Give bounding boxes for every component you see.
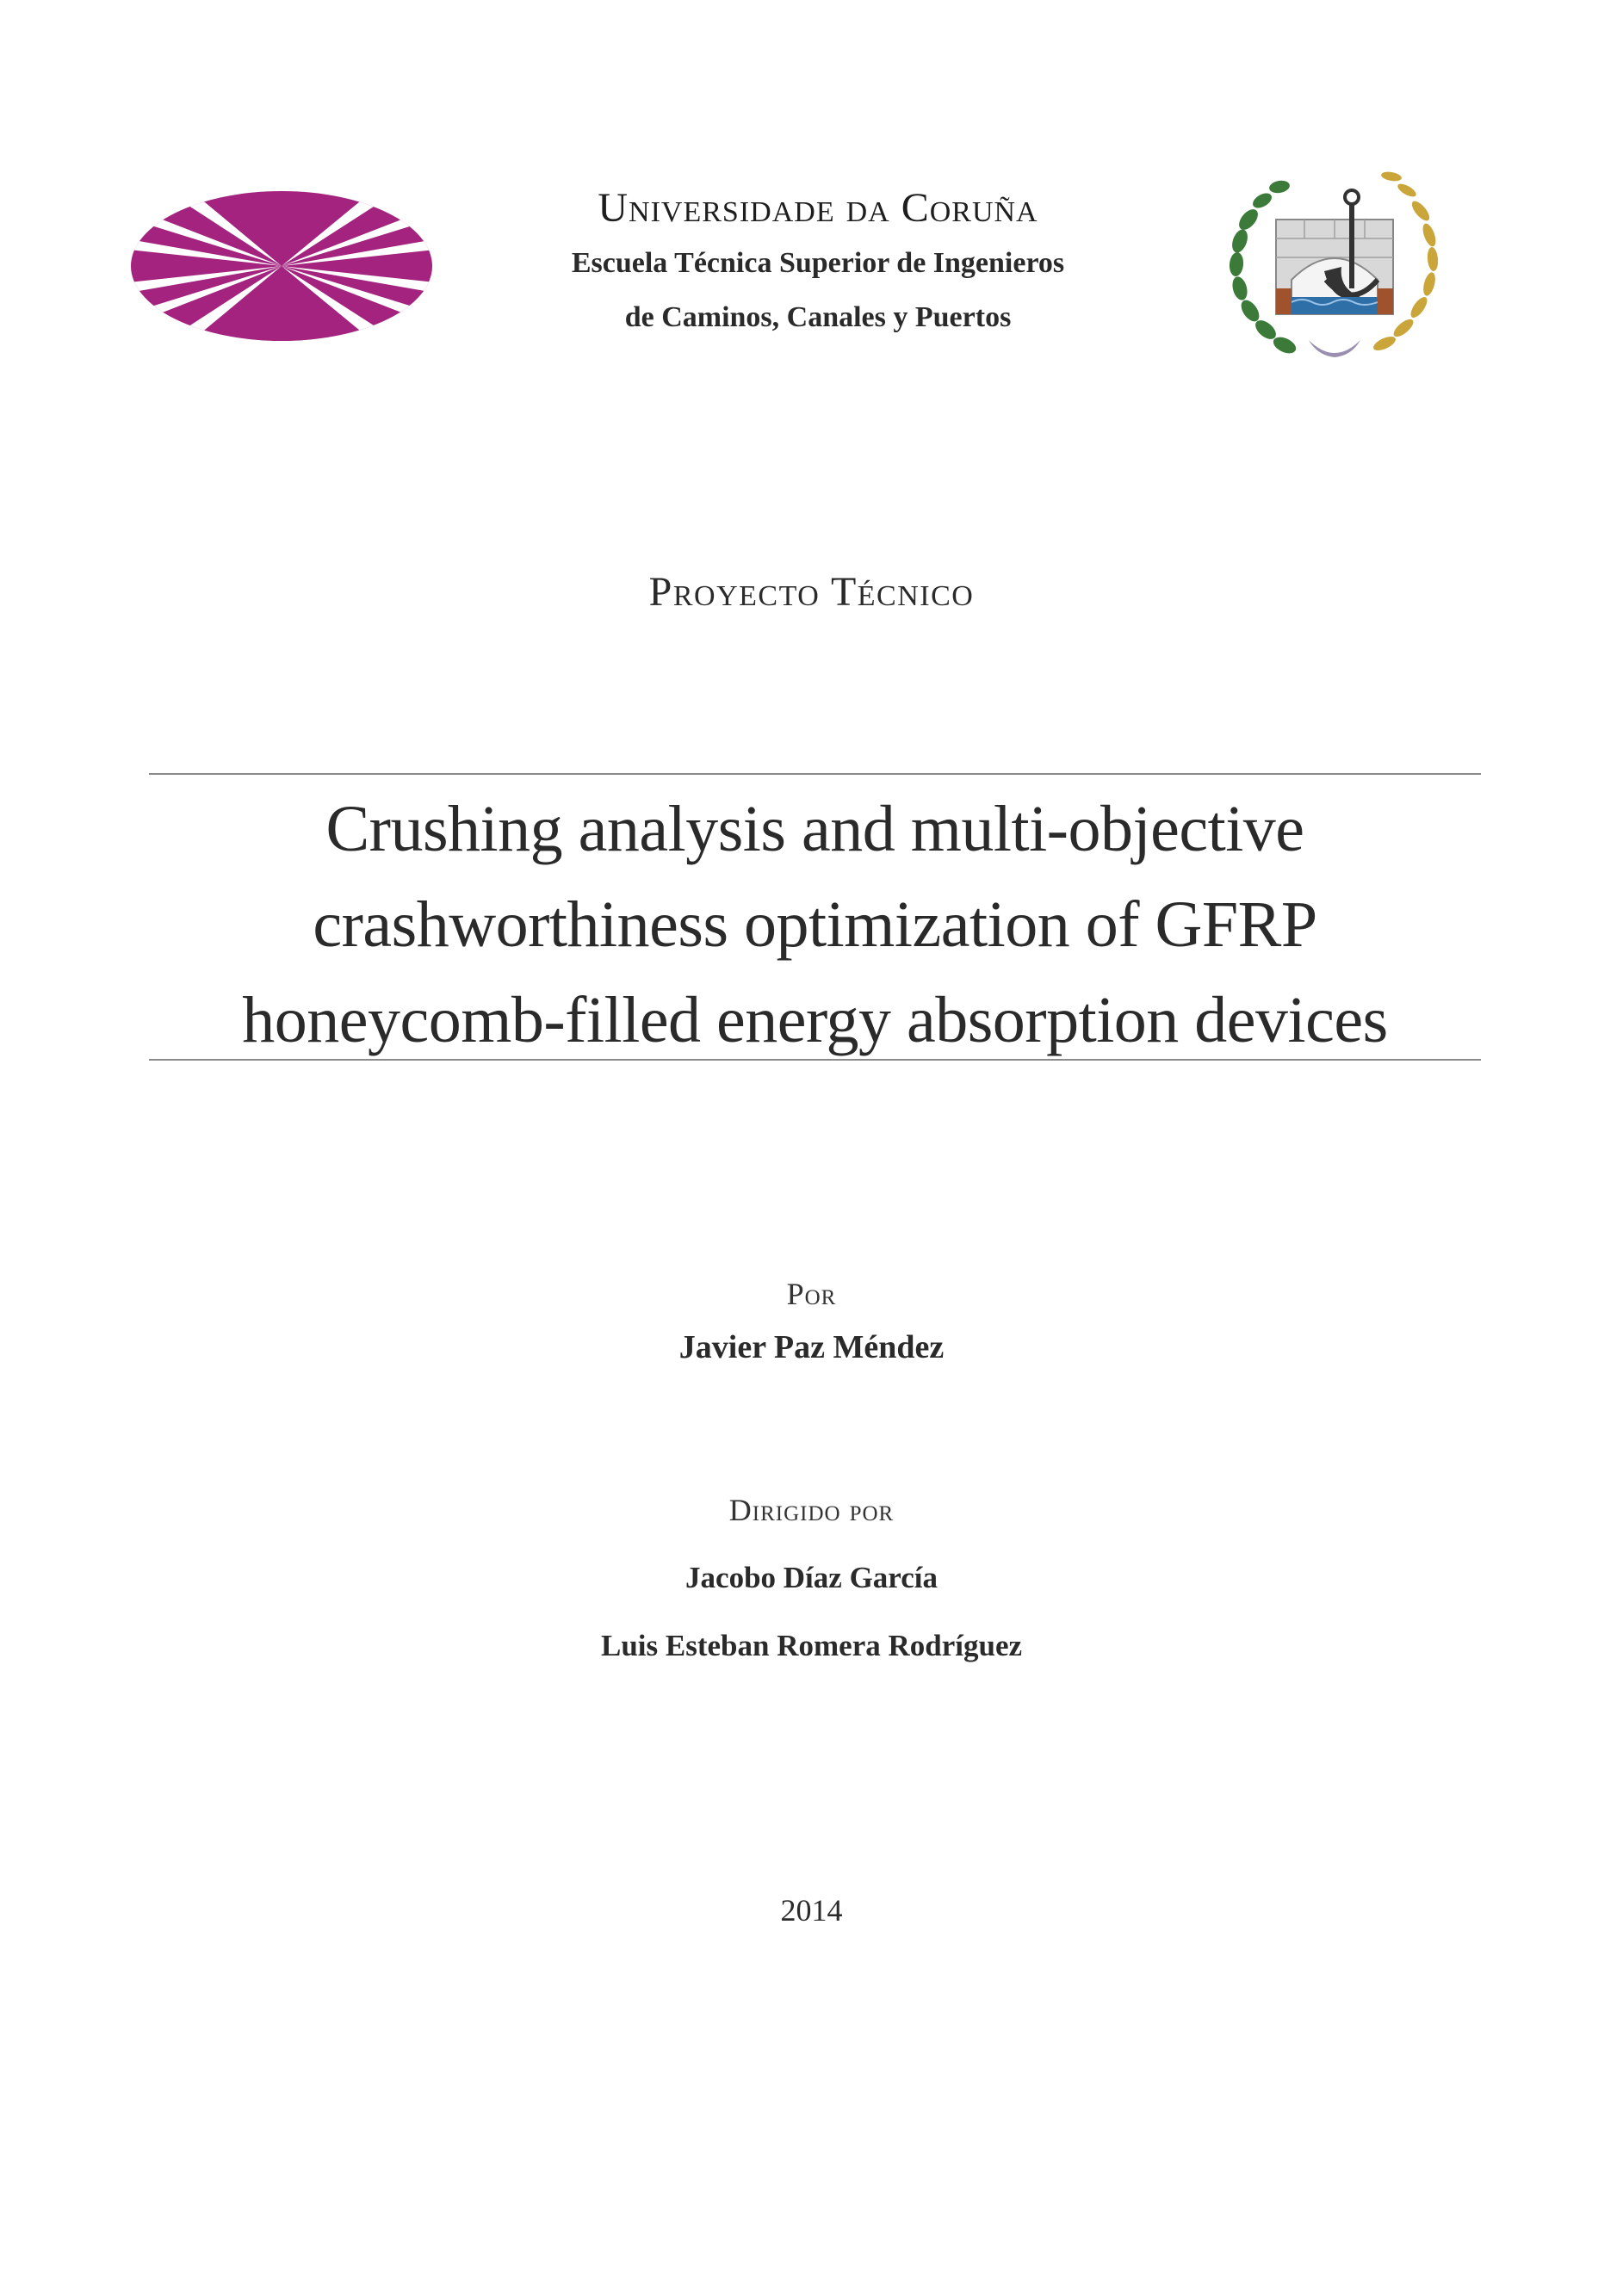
author-label: Por xyxy=(786,1277,837,1311)
school-name-line-1: Escuela Técnica Superior de Ingenieros xyxy=(571,247,1065,279)
university-name: Universidade da Coruña xyxy=(598,185,1038,231)
director-name: Jacobo Díaz García xyxy=(685,1561,938,1594)
header-text-block xyxy=(465,181,1171,344)
project-type: Proyecto Técnico xyxy=(648,569,975,615)
directors-label: Dirigido por xyxy=(728,1493,895,1527)
thesis-title xyxy=(149,782,1481,1068)
school-name-line-2: de Caminos, Canales y Puertos xyxy=(624,301,1012,333)
thesis-title-line-3: honeycomb-filled energy absorption devices xyxy=(242,984,1388,1056)
school-crest-icon xyxy=(1223,159,1446,374)
year: 2014 xyxy=(780,1893,843,1928)
thesis-title-line-2: crashworthiness optimization of GFRP xyxy=(313,888,1317,961)
director-name: Luis Esteban Romera Rodríguez xyxy=(600,1629,1023,1662)
thesis-title-line-1: Crushing analysis and multi-objective xyxy=(325,793,1304,865)
university-logo-icon xyxy=(129,189,435,343)
title-rule-bottom xyxy=(149,1059,1481,1061)
author-name: Javier Paz Méndez xyxy=(678,1329,945,1365)
title-rule-top xyxy=(149,773,1481,775)
